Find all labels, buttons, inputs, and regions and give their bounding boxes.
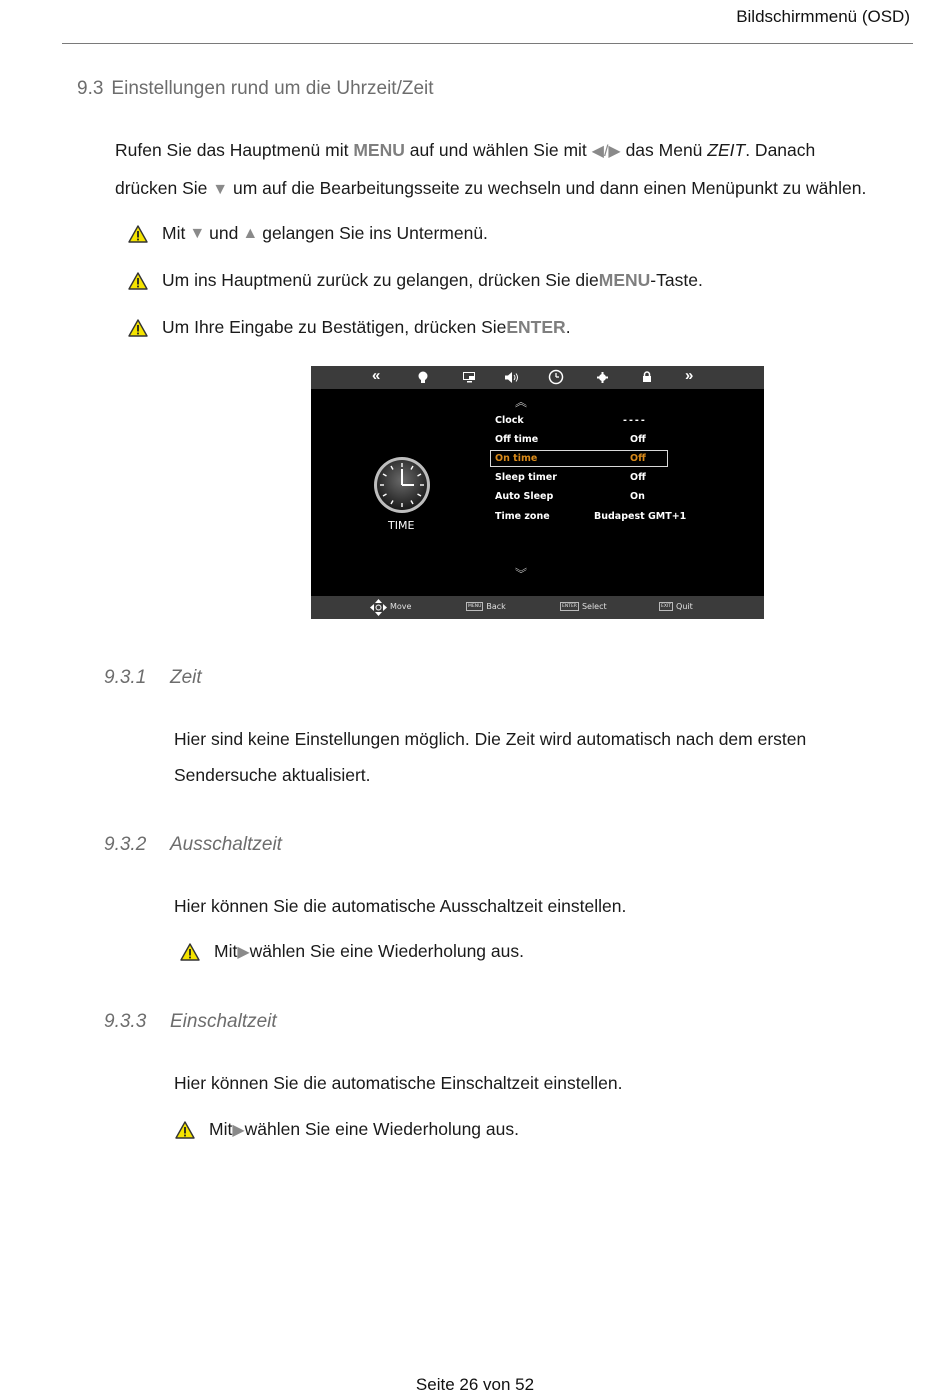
osd-row-value: Off: [630, 472, 646, 483]
osd-footer-move: Move: [390, 602, 412, 611]
osd-side-label: TIME: [388, 519, 415, 532]
clock-icon: [548, 369, 564, 385]
scroll-up-icon: ︽: [515, 395, 528, 409]
enter-key-icon: ENTER: [562, 604, 577, 609]
section-heading: [77, 78, 434, 100]
header-divider: [62, 43, 913, 44]
note-item: Um Ihre Eingabe zu Bestätigen, drücken Sie ENTER .: [128, 317, 571, 338]
nav-left-icon: «: [372, 367, 381, 384]
subsection-heading: 9.3.1 Zeit: [104, 667, 202, 688]
lock-icon: [642, 371, 652, 383]
menu-key-label: MENU: [353, 140, 405, 160]
down-arrow-icon: ▼: [212, 181, 229, 198]
osd-row-label: Time zone: [495, 511, 550, 522]
right-arrow-icon: ▶: [232, 1121, 245, 1139]
intro-paragraph: [115, 132, 915, 208]
down-arrow-icon: ▼: [189, 224, 206, 242]
osd-row-value: Off: [630, 434, 646, 445]
note-item: Mit ▶ wählen Sie eine Wiederholung aus.: [175, 1119, 519, 1140]
osd-row-value: Budapest GMT+1: [594, 511, 687, 522]
subsection-heading: 9.3.2 Ausschaltzeit: [104, 834, 282, 855]
osd-top-bar: [311, 366, 764, 389]
note-item: Mit ▼ und ▲ gelangen Sie ins Untermenü.: [128, 223, 488, 244]
osd-row-label: Sleep timer: [495, 472, 557, 483]
exit-key-icon: EXIT: [661, 604, 672, 609]
osd-row-label: Auto Sleep: [495, 491, 554, 502]
intro-line-1: Rufen Sie das Hauptmenü mit MENU auf und wählen Sie mit ◀/▶ das Menü ZEIT. Danach: [115, 140, 816, 160]
osd-screenshot: [311, 366, 764, 619]
subsection-heading: 9.3.3 Einschaltzeit: [104, 1011, 277, 1032]
move-arrows-icon: [370, 599, 387, 616]
warning-icon: [175, 1121, 195, 1139]
osd-footer-back: MENU Back: [468, 602, 506, 611]
running-header: Bildschirmmenü (OSD): [736, 7, 910, 26]
osd-footer-select: ENTER Select: [562, 602, 607, 611]
osd-footer-quit: EXIT Quit: [661, 602, 693, 611]
osd-bottom-bar: [311, 596, 764, 619]
up-arrow-icon: ▲: [242, 224, 259, 242]
screen-icon: [463, 372, 476, 383]
enter-key-label: ENTER: [506, 317, 566, 337]
menu-key-label: MENU: [598, 270, 651, 290]
page-number: Seite 26 von 52: [415, 1375, 535, 1394]
osd-row-label: Off time: [495, 434, 539, 445]
note-item: Mit ▶ wählen Sie eine Wiederholung aus.: [180, 941, 524, 962]
nav-right-icon: »: [685, 367, 694, 384]
subsection-paragraph: Hier können Sie die automatische Ausschaltzeit einstellen.: [174, 896, 627, 916]
warning-icon: [180, 943, 200, 961]
warning-icon: [128, 225, 148, 243]
sound-icon: [505, 372, 521, 383]
right-arrow-icon: ▶: [237, 943, 250, 961]
osd-row-label: Clock: [495, 415, 524, 426]
warning-icon: [128, 272, 148, 290]
section-title: Einstellungen rund um die Uhrzeit/Zeit: [111, 78, 434, 99]
subsection-paragraph: Hier sind keine Einstellungen möglich. Die Zeit wird automatisch nach dem ersten Sendersuche aktualisiert.: [174, 729, 807, 785]
subsection-paragraph: Hier können Sie die automatische Einschaltzeit einstellen.: [174, 1073, 623, 1093]
scroll-down-icon: ︾: [515, 567, 528, 581]
clock-face-icon: [372, 455, 432, 515]
section-number: 9.3: [77, 78, 104, 99]
osd-row-value-selected: Off: [630, 453, 646, 464]
left-right-arrow-icon: ◀/▶: [591, 143, 621, 160]
osd-row-value: On: [630, 491, 645, 502]
menu-name: ZEIT: [707, 140, 746, 160]
menu-key-icon: MENU: [468, 604, 482, 609]
warning-icon: [128, 319, 148, 337]
osd-row-label-selected: On time: [495, 453, 538, 464]
gear-icon: [597, 372, 608, 383]
osd-row-value: ----: [623, 415, 647, 426]
picture-icon: [417, 371, 429, 384]
note-item: Um ins Hauptmenü zurück zu gelangen, drücken Sie die MENU -Taste.: [128, 270, 703, 291]
intro-line-2: drücken Sie ▼ um auf die Bearbeitungsseite zu wechseln und dann einen Menüpunkt zu wählen.: [115, 178, 867, 198]
